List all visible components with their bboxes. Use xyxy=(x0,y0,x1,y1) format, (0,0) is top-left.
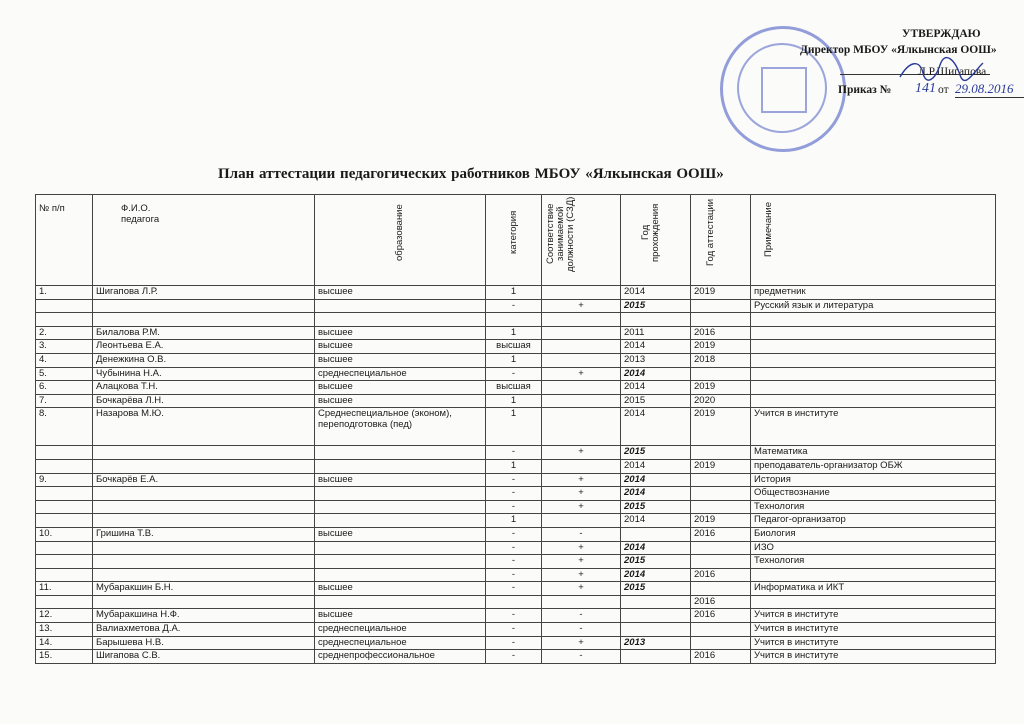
attestation-table xyxy=(35,194,996,664)
cell-name xyxy=(93,555,315,569)
cell-name xyxy=(93,446,315,460)
cell-note: Технология xyxy=(751,500,996,514)
table-row xyxy=(36,459,996,473)
table-row xyxy=(36,595,996,609)
cell-szd: + xyxy=(542,582,621,596)
cell-ya xyxy=(691,487,751,501)
cell-yc: 2014 xyxy=(621,541,691,555)
cell-szd: - xyxy=(542,650,621,664)
table-row xyxy=(36,408,996,446)
cell-num: 5. xyxy=(36,367,93,381)
cell-cat: - xyxy=(486,623,542,637)
cell-name: Билалова Р.М. xyxy=(93,326,315,340)
cell-szd xyxy=(542,340,621,354)
cell-name: Валиахметова Д.А. xyxy=(93,623,315,637)
cell-edu: среднепрофессиональное xyxy=(315,650,486,664)
cell-cat: - xyxy=(486,367,542,381)
cell-szd: + xyxy=(542,500,621,514)
cell-note: Учится в институте xyxy=(751,408,996,446)
table-row xyxy=(36,650,996,664)
cell-name: Мубаракшина Н.Ф. xyxy=(93,609,315,623)
cell-yc: 2014 xyxy=(621,487,691,501)
order-date: 29.08.2016 xyxy=(955,81,1024,98)
table-header-row xyxy=(36,195,996,286)
cell-note: Биология xyxy=(751,527,996,541)
stamp-core xyxy=(761,67,807,113)
cell-num: 7. xyxy=(36,394,93,408)
cell-note: Обществознание xyxy=(751,487,996,501)
cell-ya: 2018 xyxy=(691,353,751,367)
cell-ya: 2016 xyxy=(691,609,751,623)
cell-name: Мубаракшин Б.Н. xyxy=(93,582,315,596)
cell-szd xyxy=(542,353,621,367)
table-row xyxy=(36,500,996,514)
cell-edu xyxy=(315,555,486,569)
cell-ya xyxy=(691,446,751,460)
cell-edu: Среднеспециальное (эконом), переподготовка (пед) xyxy=(315,408,486,446)
cell-cat: - xyxy=(486,299,542,313)
cell-note: Учится в институте xyxy=(751,609,996,623)
cell-cat: - xyxy=(486,446,542,460)
cell-name: Бочкарёв Е.А. xyxy=(93,473,315,487)
cell-note xyxy=(751,568,996,582)
cell-edu xyxy=(315,299,486,313)
cell-name: Бочкарёва Л.Н. xyxy=(93,394,315,408)
cell-cat: 1 xyxy=(486,408,542,446)
cell-szd xyxy=(542,408,621,446)
cell-yc: 2011 xyxy=(621,326,691,340)
cell-szd xyxy=(542,394,621,408)
header-num: № п/п xyxy=(36,195,93,286)
cell-note xyxy=(751,340,996,354)
cell-cat: 1 xyxy=(486,514,542,528)
cell-name: Назарова М.Ю. xyxy=(93,408,315,446)
cell-note xyxy=(751,353,996,367)
cell-yc: 2015 xyxy=(621,555,691,569)
cell-note: История xyxy=(751,473,996,487)
cell-num xyxy=(36,595,93,609)
cell-name xyxy=(93,568,315,582)
cell-edu: высшее xyxy=(315,609,486,623)
table-row xyxy=(36,286,996,300)
header-education-text: образование xyxy=(394,204,405,261)
table-row xyxy=(36,541,996,555)
header-category xyxy=(486,195,542,286)
cell-name xyxy=(93,313,315,327)
cell-ya: 2019 xyxy=(691,408,751,446)
cell-cat: - xyxy=(486,555,542,569)
cell-cat: - xyxy=(486,487,542,501)
approval-director: Директор МБОУ «Ялкынская ООШ» xyxy=(800,44,997,56)
header-note-text: Примечание xyxy=(763,202,774,258)
cell-ya xyxy=(691,500,751,514)
cell-yc: 2015 xyxy=(621,299,691,313)
cell-note xyxy=(751,394,996,408)
cell-szd: + xyxy=(542,555,621,569)
cell-szd xyxy=(542,313,621,327)
cell-cat: 1 xyxy=(486,286,542,300)
cell-szd: - xyxy=(542,609,621,623)
approval-signature-name: Л.Р.Шигапова xyxy=(918,66,987,78)
header-szd xyxy=(542,195,621,286)
table-row xyxy=(36,326,996,340)
cell-num xyxy=(36,299,93,313)
cell-cat xyxy=(486,313,542,327)
cell-yc: 2013 xyxy=(621,353,691,367)
cell-ya: 2019 xyxy=(691,340,751,354)
cell-edu: высшее xyxy=(315,353,486,367)
cell-note: Информатика и ИКТ xyxy=(751,582,996,596)
cell-yc xyxy=(621,527,691,541)
cell-num: 12. xyxy=(36,609,93,623)
cell-note: предметник xyxy=(751,286,996,300)
cell-num xyxy=(36,487,93,501)
cell-edu: высшее xyxy=(315,326,486,340)
cell-edu: высшее xyxy=(315,473,486,487)
cell-szd: + xyxy=(542,568,621,582)
order-label: Приказ № xyxy=(838,84,892,96)
cell-name: Леонтьева Е.А. xyxy=(93,340,315,354)
cell-edu: высшее xyxy=(315,394,486,408)
cell-note xyxy=(751,381,996,395)
cell-yc xyxy=(621,623,691,637)
cell-num xyxy=(36,541,93,555)
cell-yc xyxy=(621,313,691,327)
header-year-course-text: Год прохождения xyxy=(639,203,661,262)
table-body xyxy=(36,286,996,664)
cell-yc: 2014 xyxy=(621,408,691,446)
order-number: 141 xyxy=(915,81,936,96)
cell-name xyxy=(93,595,315,609)
cell-cat: - xyxy=(486,650,542,664)
cell-num: 3. xyxy=(36,340,93,354)
cell-szd xyxy=(542,595,621,609)
cell-edu xyxy=(315,595,486,609)
cell-num xyxy=(36,446,93,460)
cell-note: Математика xyxy=(751,446,996,460)
cell-cat: 1 xyxy=(486,459,542,473)
cell-cat: - xyxy=(486,568,542,582)
cell-ya xyxy=(691,582,751,596)
cell-num xyxy=(36,500,93,514)
table-row xyxy=(36,582,996,596)
header-szd-text: Соответствие занимаемой должности (СЗД) xyxy=(545,196,576,272)
cell-szd xyxy=(542,326,621,340)
table-row xyxy=(36,473,996,487)
cell-note: Технология xyxy=(751,555,996,569)
cell-edu: высшее xyxy=(315,286,486,300)
cell-name: Барышева Н.В. xyxy=(93,636,315,650)
cell-ya: 2016 xyxy=(691,527,751,541)
cell-num: 8. xyxy=(36,408,93,446)
table-row xyxy=(36,555,996,569)
cell-cat: - xyxy=(486,582,542,596)
cell-szd xyxy=(542,514,621,528)
cell-num xyxy=(36,555,93,569)
cell-edu xyxy=(315,459,486,473)
cell-szd xyxy=(542,459,621,473)
cell-ya: 2019 xyxy=(691,286,751,300)
table-row xyxy=(36,636,996,650)
cell-num: 15. xyxy=(36,650,93,664)
header-education xyxy=(315,195,486,286)
cell-ya: 2016 xyxy=(691,595,751,609)
header-year-attest xyxy=(691,195,751,286)
cell-name xyxy=(93,459,315,473)
cell-cat: - xyxy=(486,500,542,514)
cell-note: Русский язык и литература xyxy=(751,299,996,313)
cell-cat: - xyxy=(486,609,542,623)
cell-num: 11. xyxy=(36,582,93,596)
cell-cat: высшая xyxy=(486,340,542,354)
cell-num: 4. xyxy=(36,353,93,367)
header-year-course xyxy=(621,195,691,286)
cell-yc: 2014 xyxy=(621,473,691,487)
table-row xyxy=(36,487,996,501)
cell-yc xyxy=(621,595,691,609)
cell-note xyxy=(751,595,996,609)
cell-num: 2. xyxy=(36,326,93,340)
header-year-attest-text: Год аттестации xyxy=(704,198,716,267)
cell-edu: высшее xyxy=(315,381,486,395)
header-category-text: категория xyxy=(507,210,519,255)
table-row xyxy=(36,299,996,313)
cell-cat xyxy=(486,595,542,609)
cell-note xyxy=(751,313,996,327)
cell-yc: 2013 xyxy=(621,636,691,650)
cell-szd: - xyxy=(542,527,621,541)
cell-yc xyxy=(621,609,691,623)
table-row xyxy=(36,623,996,637)
cell-edu xyxy=(315,313,486,327)
cell-note: Педагог-организатор xyxy=(751,514,996,528)
cell-ya xyxy=(691,299,751,313)
cell-szd: + xyxy=(542,299,621,313)
cell-num: 1. xyxy=(36,286,93,300)
cell-ya: 2016 xyxy=(691,650,751,664)
cell-note xyxy=(751,367,996,381)
cell-yc: 2014 xyxy=(621,568,691,582)
table-row xyxy=(36,446,996,460)
cell-ya: 2020 xyxy=(691,394,751,408)
cell-ya: 2016 xyxy=(691,326,751,340)
cell-name: Алацкова Т.Н. xyxy=(93,381,315,395)
cell-szd xyxy=(542,286,621,300)
cell-num: 10. xyxy=(36,527,93,541)
cell-ya xyxy=(691,636,751,650)
cell-szd: + xyxy=(542,473,621,487)
cell-note xyxy=(751,326,996,340)
cell-yc: 2014 xyxy=(621,459,691,473)
cell-cat: 1 xyxy=(486,394,542,408)
cell-num: 13. xyxy=(36,623,93,637)
cell-edu: высшее xyxy=(315,582,486,596)
cell-num xyxy=(36,514,93,528)
cell-cat: - xyxy=(486,473,542,487)
header-note xyxy=(751,195,996,286)
table-row xyxy=(36,568,996,582)
table-row xyxy=(36,514,996,528)
cell-yc: 2015 xyxy=(621,500,691,514)
cell-yc: 2015 xyxy=(621,582,691,596)
cell-ya xyxy=(691,623,751,637)
cell-szd: + xyxy=(542,636,621,650)
cell-ya xyxy=(691,473,751,487)
cell-num: 9. xyxy=(36,473,93,487)
cell-cat: 1 xyxy=(486,326,542,340)
cell-num: 6. xyxy=(36,381,93,395)
cell-name xyxy=(93,541,315,555)
cell-note: ИЗО xyxy=(751,541,996,555)
cell-ya xyxy=(691,313,751,327)
cell-yc: 2014 xyxy=(621,514,691,528)
table-row xyxy=(36,313,996,327)
cell-name xyxy=(93,299,315,313)
cell-note: Учится в институте xyxy=(751,623,996,637)
cell-szd xyxy=(542,381,621,395)
cell-yc: 2014 xyxy=(621,286,691,300)
cell-yc: 2014 xyxy=(621,367,691,381)
cell-yc xyxy=(621,650,691,664)
cell-szd: + xyxy=(542,367,621,381)
cell-edu: среднеспециальное xyxy=(315,636,486,650)
cell-yc: 2014 xyxy=(621,381,691,395)
cell-num xyxy=(36,459,93,473)
cell-num: 14. xyxy=(36,636,93,650)
cell-cat: - xyxy=(486,636,542,650)
cell-ya: 2016 xyxy=(691,568,751,582)
cell-szd: + xyxy=(542,446,621,460)
cell-yc: 2014 xyxy=(621,340,691,354)
approval-title: УТВЕРЖДАЮ xyxy=(902,28,981,40)
cell-edu xyxy=(315,568,486,582)
order-from: от xyxy=(938,84,949,96)
cell-ya xyxy=(691,541,751,555)
cell-edu xyxy=(315,487,486,501)
cell-yc: 2015 xyxy=(621,446,691,460)
cell-edu xyxy=(315,514,486,528)
cell-name xyxy=(93,514,315,528)
cell-szd: + xyxy=(542,541,621,555)
cell-note: Учится в институте xyxy=(751,650,996,664)
cell-ya: 2019 xyxy=(691,459,751,473)
cell-edu: высшее xyxy=(315,340,486,354)
table-row xyxy=(36,609,996,623)
handwritten-signature xyxy=(895,55,985,85)
document-title: План аттестации педагогических работников МБОУ «Ялкынская ООШ» xyxy=(218,166,724,182)
cell-num xyxy=(36,313,93,327)
table-row xyxy=(36,527,996,541)
cell-note: преподаватель-организатор ОБЖ xyxy=(751,459,996,473)
cell-name: Шигапова Л.Р. xyxy=(93,286,315,300)
table-row xyxy=(36,367,996,381)
cell-name: Шигапова С.В. xyxy=(93,650,315,664)
cell-edu: среднеспециальное xyxy=(315,367,486,381)
cell-szd: - xyxy=(542,623,621,637)
cell-edu xyxy=(315,446,486,460)
stamp-inner-ring xyxy=(737,43,827,133)
cell-edu: среднеспециальное xyxy=(315,623,486,637)
cell-edu: высшее xyxy=(315,527,486,541)
table-row xyxy=(36,353,996,367)
cell-cat: - xyxy=(486,527,542,541)
table-row xyxy=(36,394,996,408)
header-name-text: Ф.И.О. педагога xyxy=(121,203,160,225)
cell-name xyxy=(93,500,315,514)
cell-ya: 2019 xyxy=(691,514,751,528)
cell-note: Учится в институте xyxy=(751,636,996,650)
header-name xyxy=(93,195,315,286)
cell-edu xyxy=(315,541,486,555)
table-row xyxy=(36,381,996,395)
cell-edu xyxy=(315,500,486,514)
cell-cat: высшая xyxy=(486,381,542,395)
cell-cat: 1 xyxy=(486,353,542,367)
cell-ya: 2019 xyxy=(691,381,751,395)
cell-name: Денежкина О.В. xyxy=(93,353,315,367)
cell-ya xyxy=(691,555,751,569)
cell-cat: - xyxy=(486,541,542,555)
cell-num xyxy=(36,568,93,582)
cell-name: Гришина Т.В. xyxy=(93,527,315,541)
cell-ya xyxy=(691,367,751,381)
cell-yc: 2015 xyxy=(621,394,691,408)
cell-name: Чубынина Н.А. xyxy=(93,367,315,381)
cell-szd: + xyxy=(542,487,621,501)
cell-name xyxy=(93,487,315,501)
table-row xyxy=(36,340,996,354)
